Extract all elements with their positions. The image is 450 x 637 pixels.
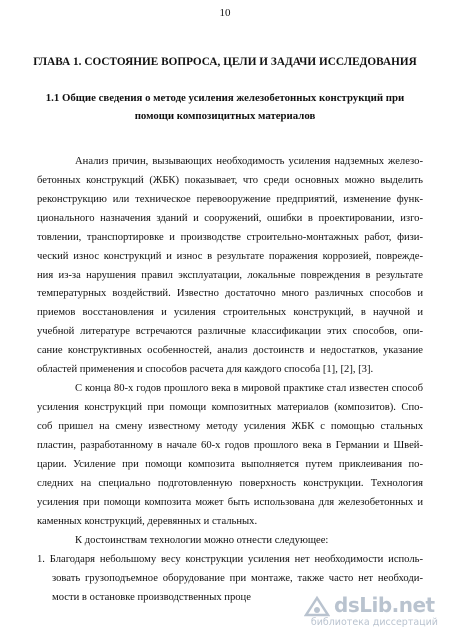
body-line: следних на специально подготовленную поверхность конструкции. Технология — [37, 478, 423, 489]
dslib-logo-icon — [304, 595, 330, 619]
body-line: ционального назначения зданий и сооружений, ошибки в проектировании, изго- — [37, 213, 423, 224]
section-title-line-1: 1.1 Общие сведения о методе усиления железобетонных конструкций при — [45, 92, 405, 104]
watermark-caption: библиотека диссертаций — [310, 617, 438, 628]
body-line: К достоинствам технологии можно отнести следующее: — [75, 535, 329, 546]
body-line: учебной литературе встречаются различные классификации этих способов, опи- — [37, 326, 423, 337]
body-line: ния из-за нарушения правил эксплуатации, локальные повреждения в результате — [37, 270, 423, 281]
body-line: ческий износ конструкций и износ в результате поражения коррозией, поврежде- — [37, 251, 423, 262]
body-line: мости в остановке производственных проце — [52, 592, 251, 603]
body-line: температурных воздействий. Известно достаточно много различных способов и — [37, 288, 423, 299]
body-line: зовать грузоподъемное оборудование при монтаже, также часто нет необходи- — [52, 573, 423, 584]
body-line: областей применения и способов расчета для каждого способа [1], [2], [3]. — [37, 364, 374, 375]
body-line: усиления при помощи композита может быть использована для железобетонных и — [37, 497, 423, 508]
body-line: реконструкцию или техническое перевооружение предприятий, изменение функ- — [37, 194, 423, 205]
body-line: царии. Усиление при помощи композита выполняется путем приклеивания по- — [37, 459, 423, 470]
body-line: приемов восстановления и усиления строительных конструкций, в научной и — [37, 307, 423, 318]
section-title-line-2: помощи композицитных материалов — [134, 110, 316, 122]
chapter-title: ГЛАВА 1. СОСТОЯНИЕ ВОПРОСА, ЦЕЛИ И ЗАДАЧИ ИССЛЕДОВАНИЯ — [33, 56, 417, 68]
body-line: С конца 80-х годов прошлого века в мировой практике стал известен способ — [75, 383, 423, 394]
body-line: пластин, разработанному в начале 60-х годов прошлого века в Германии и Швей- — [37, 440, 423, 451]
watermark-logo: dsLib.net — [334, 593, 435, 617]
body-line: усиления конструкций при помощи композитных материалов (композитов). Спо- — [37, 402, 423, 413]
list-item-1: 1. Благодаря небольшому весу конструкции усиления нет необходимости исполь- — [37, 554, 423, 565]
section-title — [40, 89, 410, 125]
body-line: соб пришел на смену известному методу усиления ЖБК с помощью стальных — [37, 421, 423, 432]
body-line: сание конструктивных особенностей, анализ достоинств и недостатков, указание — [37, 345, 423, 356]
page-number: 10 — [219, 7, 231, 19]
body-line: товлении, транспортировке и производстве строительно-монтажных работ, физи- — [37, 232, 423, 243]
body-line: Анализ причин, вызывающих необходимость усиления надземных железо- — [75, 156, 423, 167]
body-line: бетонных конструкций (ЖБК) показывает, что среди основных можно выделить — [37, 175, 423, 186]
watermark — [298, 593, 438, 629]
body-line: каменных конструкций, деревянных и стальных. — [37, 516, 258, 527]
